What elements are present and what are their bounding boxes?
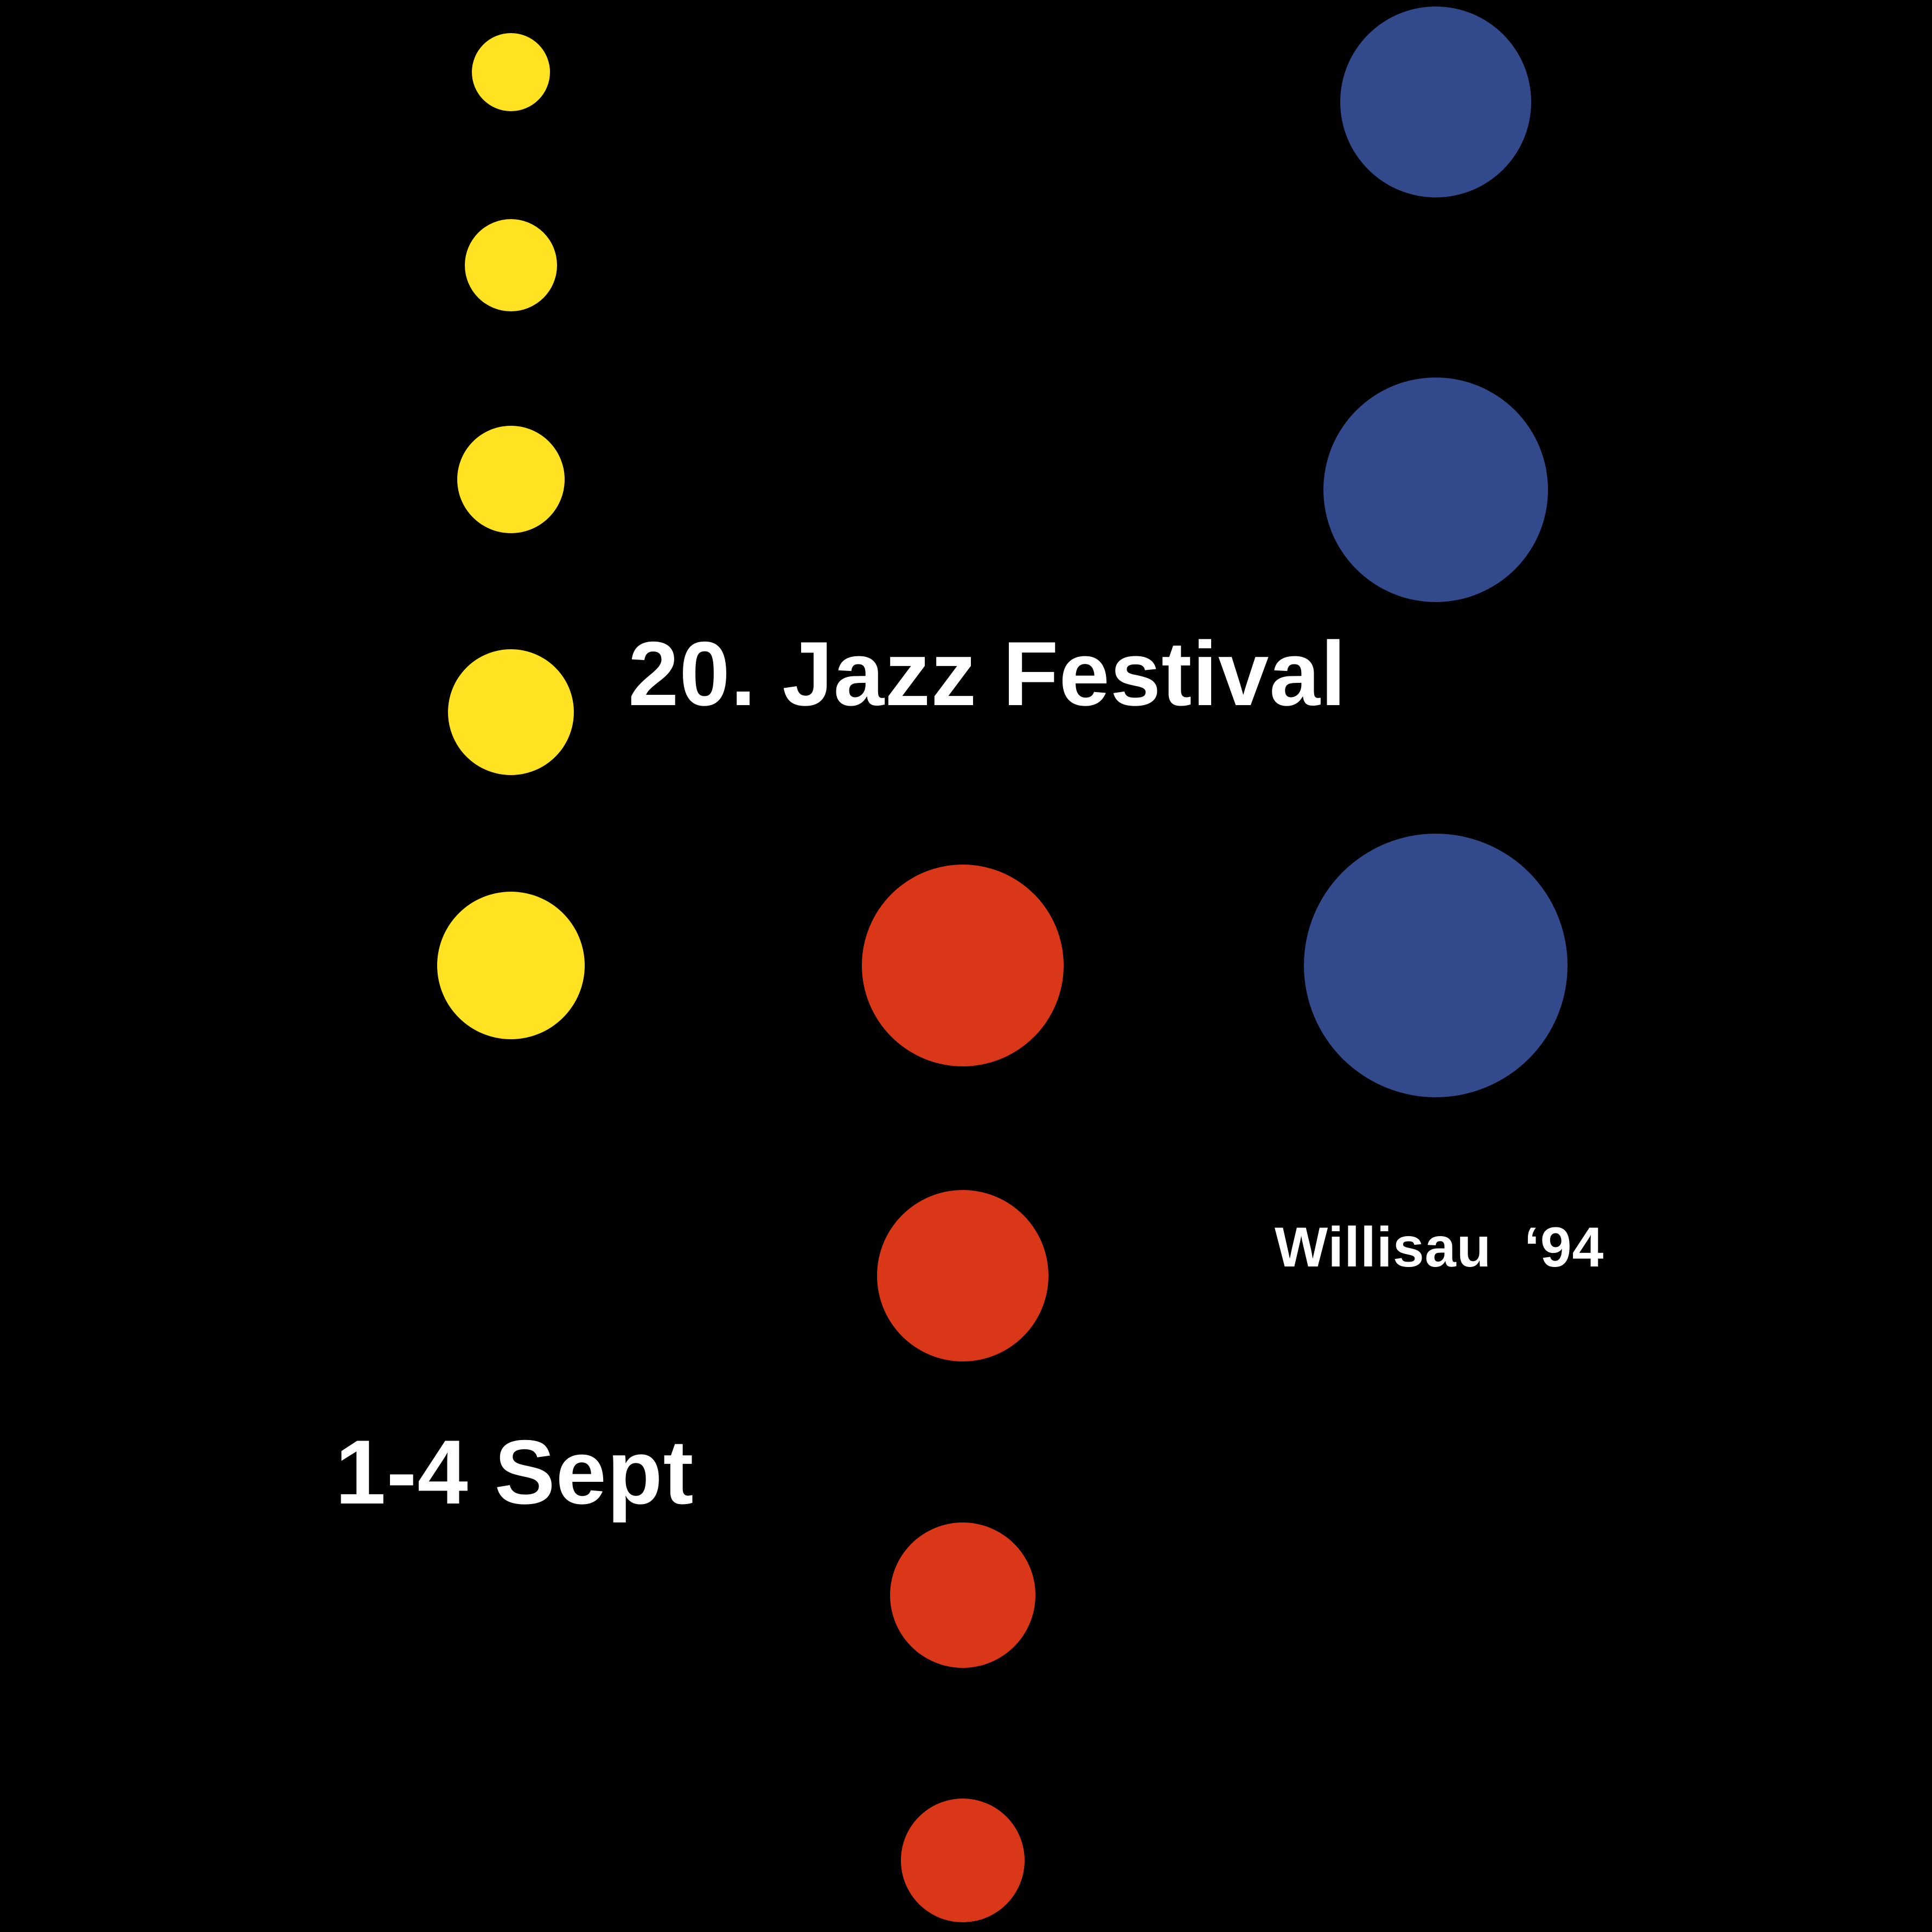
red-dot-1: [862, 865, 1064, 1066]
yellow-dot-3: [457, 426, 565, 533]
blue-dot-2: [1323, 378, 1548, 602]
red-dot-2: [877, 1190, 1048, 1361]
festival-dates: 1-4 Sept: [335, 1421, 694, 1523]
blue-dot-1: [1340, 7, 1531, 197]
yellow-dot-4: [448, 649, 574, 775]
red-dot-3: [890, 1522, 1035, 1668]
yellow-dot-5: [437, 892, 585, 1039]
festival-title: 20. Jazz Festival: [628, 623, 1347, 725]
blue-dot-3: [1304, 834, 1568, 1097]
red-dot-4: [901, 1799, 1025, 1922]
festival-place-year: Willisau ‘94: [1275, 1216, 1604, 1279]
yellow-dot-2: [465, 219, 557, 311]
yellow-dot-1: [472, 33, 550, 111]
